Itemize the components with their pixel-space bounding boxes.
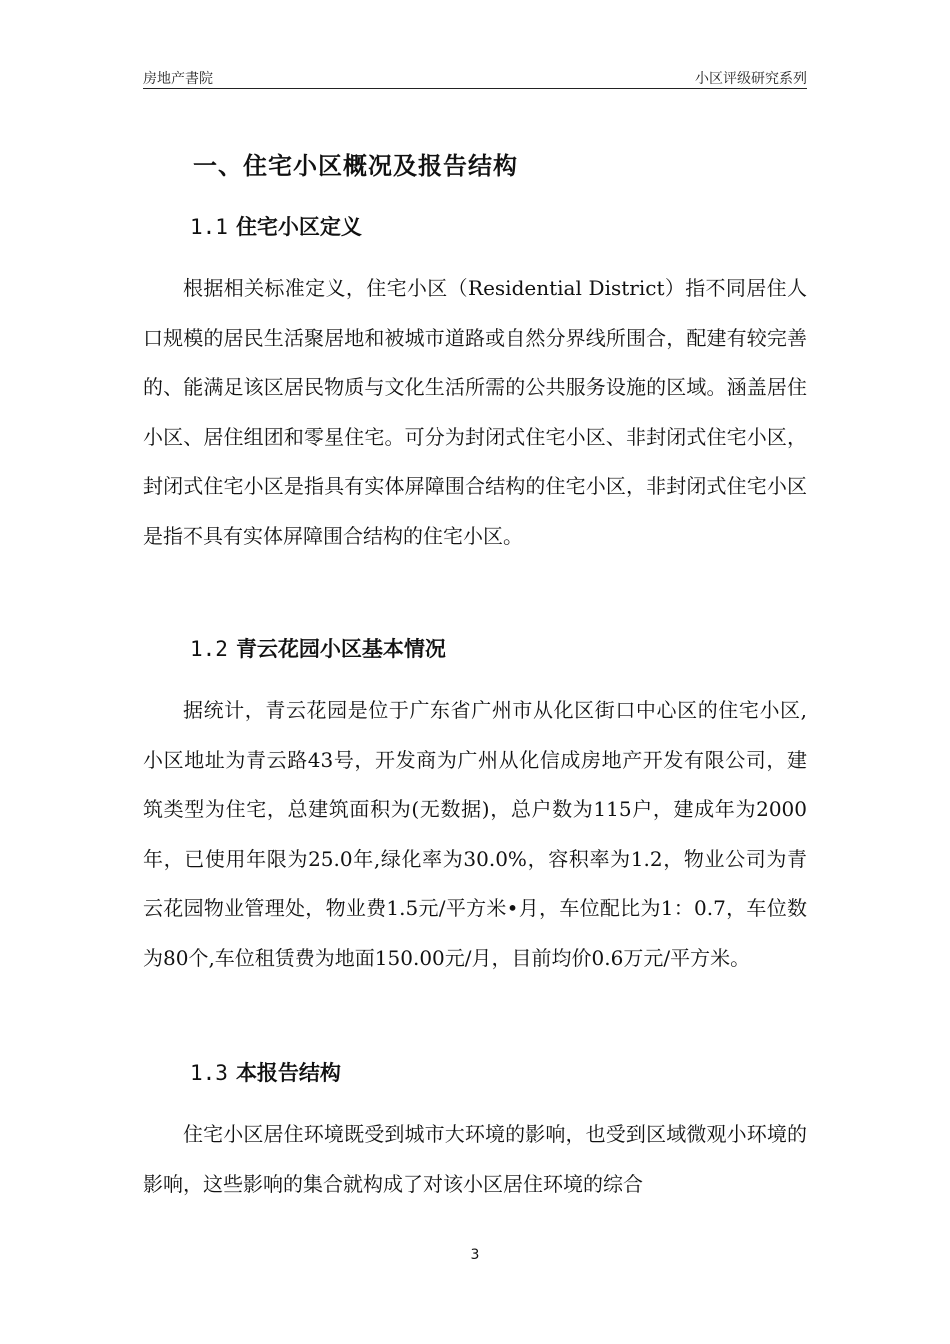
section-paragraph-1-1: 根据相关标准定义，住宅小区（Residential District）指不同居住人口规模的居民生活聚居地和被城市道路或自然分界线所围合，配建有较完善的、能满足该区居民物质与文化生活所需的公共服务设施的区域。涵盖居住小区、居住组团和零星住宅。可分为封闭式住宅小区、非封闭式住宅小区，封闭式住宅小区是指具有实体屏障围合结构的住宅小区，非封闭式住宅小区是指不具有实体屏障围合结构的住宅小区。 [143, 276, 807, 548]
section-heading-text: 住宅小区定义 [235, 215, 362, 239]
section-number: 1.3 [190, 1061, 228, 1085]
page-number: 3 [470, 1247, 480, 1263]
section-number: 1.2 [190, 637, 228, 661]
section-heading-1-2 [190, 633, 446, 663]
section-number: 1.1 [190, 215, 228, 239]
header-publisher: 房地产書院 [143, 71, 213, 87]
section-paragraph-1-2: 据统计，青云花园是位于广东省广州市从化区街口中心区的住宅小区,小区地址为青云路43号，开发商为广州从化信成房地产开发有限公司，建筑类型为住宅，总建筑面积为(无数据)，总户数为115户，建成年为2000年，已使用年限为25.0年,绿化率为30.0%，容积率为1.2，物业公司为青云花园物业管理处，物业费1.5元/平方米•月，车位配比为1：0.7，车位数为80个,车位租赁费为地面150.00元/月，目前均价0.6万元/平方米。 [143, 698, 807, 970]
section-heading-1-3 [190, 1057, 341, 1087]
page-header [143, 66, 807, 89]
header-series-title: 小区评级研究系列 [695, 71, 807, 87]
chapter-title: 一、住宅小区概况及报告结构 [193, 152, 518, 180]
section-heading-text: 青云花园小区基本情况 [235, 637, 446, 661]
section-paragraph-1-3: 住宅小区居住环境既受到城市大环境的影响，也受到区域微观小环境的影响，这些影响的集合就构成了对该小区居住环境的综合 [143, 1122, 807, 1196]
section-heading-1-1 [190, 211, 362, 241]
section-heading-text: 本报告结构 [235, 1061, 341, 1085]
